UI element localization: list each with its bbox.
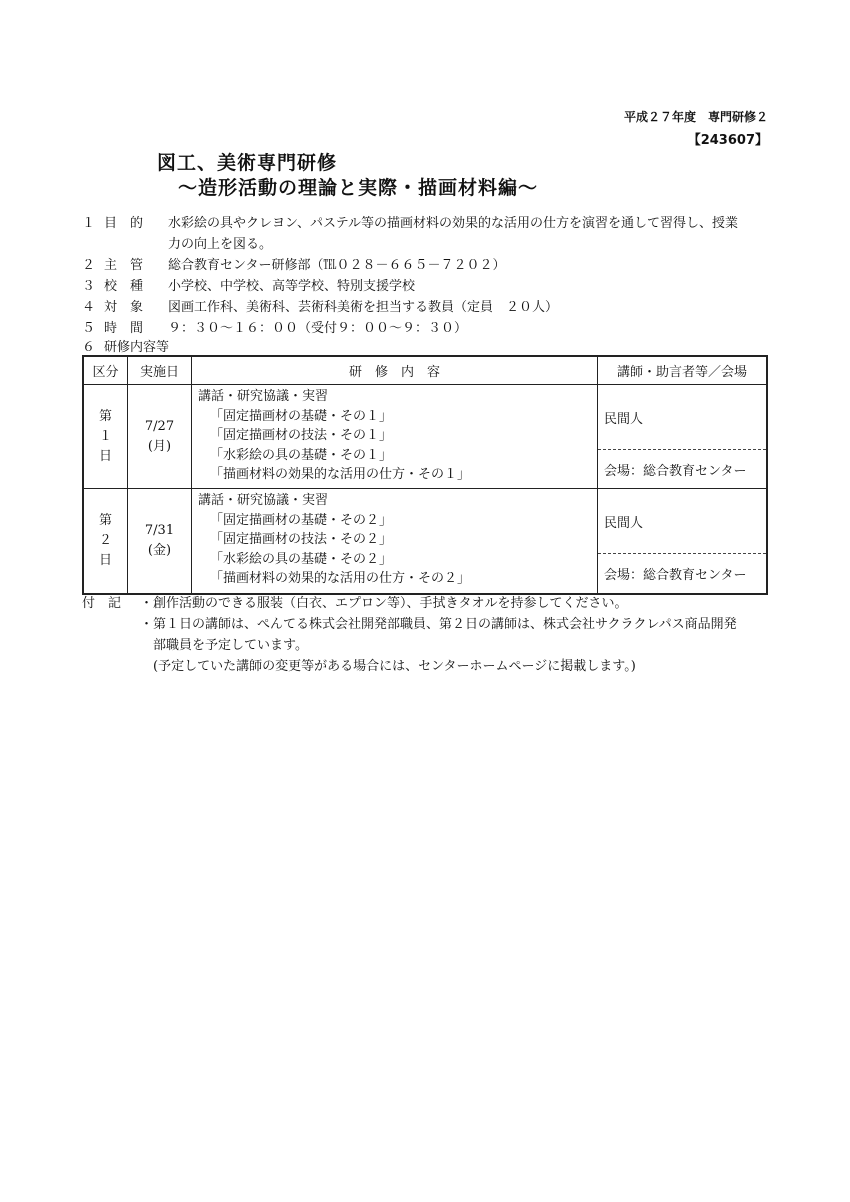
note-line: ・創作活動のできる服装（白衣、エプロン等）、手拭きタオルを持参してください。 (140, 596, 628, 611)
note-line: (予定していた講師の変更等がある場合には、センターホームページに掲載します。) (140, 659, 636, 674)
note-line: 部職員を予定しています。 (140, 638, 308, 653)
content-line: 「水彩絵の具の基礎・その１」 (210, 447, 393, 463)
instructor-venue-cell (598, 489, 766, 593)
note-line: ・第１日の講師は、ぺんてる株式会社開発部職員、第２日の講師は、株式会社サクラクレパス商品開発 (140, 617, 737, 632)
table-header-row (84, 357, 766, 385)
day-char: 日 (98, 553, 112, 568)
day-char: 日 (98, 448, 112, 464)
item-text: 水彩絵の具やクレヨン、パステル等の描画材料の効果的な活用の仕方を演習を通して習得し、授業 (168, 216, 739, 231)
content-line: 「固定描画材の基礎・その２」 (210, 512, 393, 528)
content-line: 「描画材料の効果的な活用の仕方・その１」 (210, 467, 471, 482)
content-line: 「固定描画材の技法・その２」 (210, 532, 393, 547)
item-number: １ (82, 216, 96, 231)
instructor: 民間人 (604, 515, 644, 531)
content-line: 「水彩絵の具の基礎・その２」 (210, 551, 393, 567)
contents-cell (192, 489, 598, 593)
content-line: 講話・研究協議・実習 (198, 389, 329, 404)
year-course-label: 平成２７年度 専門研修２ (623, 110, 768, 124)
header-division: 区分 (84, 357, 128, 384)
weekday: (金) (147, 543, 172, 558)
item-number: ２ (82, 258, 96, 273)
instructor: 民間人 (604, 411, 644, 427)
date: 7/27 (144, 418, 175, 434)
content-line: 「固定描画材の基礎・その１」 (210, 408, 393, 424)
day-char: 第 (98, 408, 112, 424)
item-label: 研修内容等 (104, 340, 170, 355)
page-title: 図工、美術専門研修 (157, 152, 338, 174)
schedule-table (82, 355, 768, 595)
venue: 会場：総合教育センター (604, 463, 747, 479)
header-instructor-venue: 講師・助言者等／会場 (616, 365, 747, 380)
venue: 会場：総合教育センター (604, 567, 747, 583)
item-number: ６ (82, 340, 96, 355)
item-text: 小学校、中学校、高等学校、特別支援学校 (168, 279, 416, 294)
notes-label: 付 記 (82, 596, 122, 611)
course-code: 【243607】 (687, 133, 768, 148)
day-char: ２ (98, 533, 112, 548)
weekday: (月) (147, 438, 172, 454)
page-subtitle: ～造形活動の理論と実際・描画材料編～ (178, 177, 539, 199)
item-purpose-continued: 力の向上を図る。 (168, 237, 273, 252)
date-cell (128, 385, 192, 488)
content-line: 「描画材料の効果的な活用の仕方・その２」 (210, 571, 471, 586)
date: 7/31 (144, 523, 175, 538)
content-line: 「固定描画材の技法・その１」 (210, 428, 393, 443)
item-label: 主 管 (104, 258, 144, 273)
day-label (84, 385, 128, 488)
item-text: 総合教育センター研修部（℡０２８－６６５－７２０２） (168, 258, 506, 273)
header-contents: 研 修 内 容 (192, 357, 598, 384)
item-label: 対 象 (104, 300, 144, 315)
content-line: 講話・研究協議・実習 (198, 493, 329, 508)
item-label: 目 的 (104, 216, 144, 231)
day-label (84, 489, 128, 593)
header-date: 実施日 (128, 357, 192, 384)
item-number: ３ (82, 279, 96, 294)
item-label: 校 種 (104, 279, 144, 294)
contents-cell (192, 385, 598, 488)
table-row (84, 385, 766, 489)
item-number: ５ (82, 321, 96, 336)
item-text: ９：３０～１６：００（受付９：００～９：３０） (168, 321, 468, 336)
instructor-venue-cell (598, 385, 766, 488)
date-cell (128, 489, 192, 593)
item-text: 図画工作科、美術科、芸術科美術を担当する教員（定員 ２０人） (168, 300, 559, 315)
item-label: 時 間 (104, 321, 144, 336)
table-row (84, 489, 766, 593)
item-number: ４ (82, 300, 96, 315)
day-char: 第 (98, 513, 112, 528)
day-char: １ (98, 428, 112, 444)
